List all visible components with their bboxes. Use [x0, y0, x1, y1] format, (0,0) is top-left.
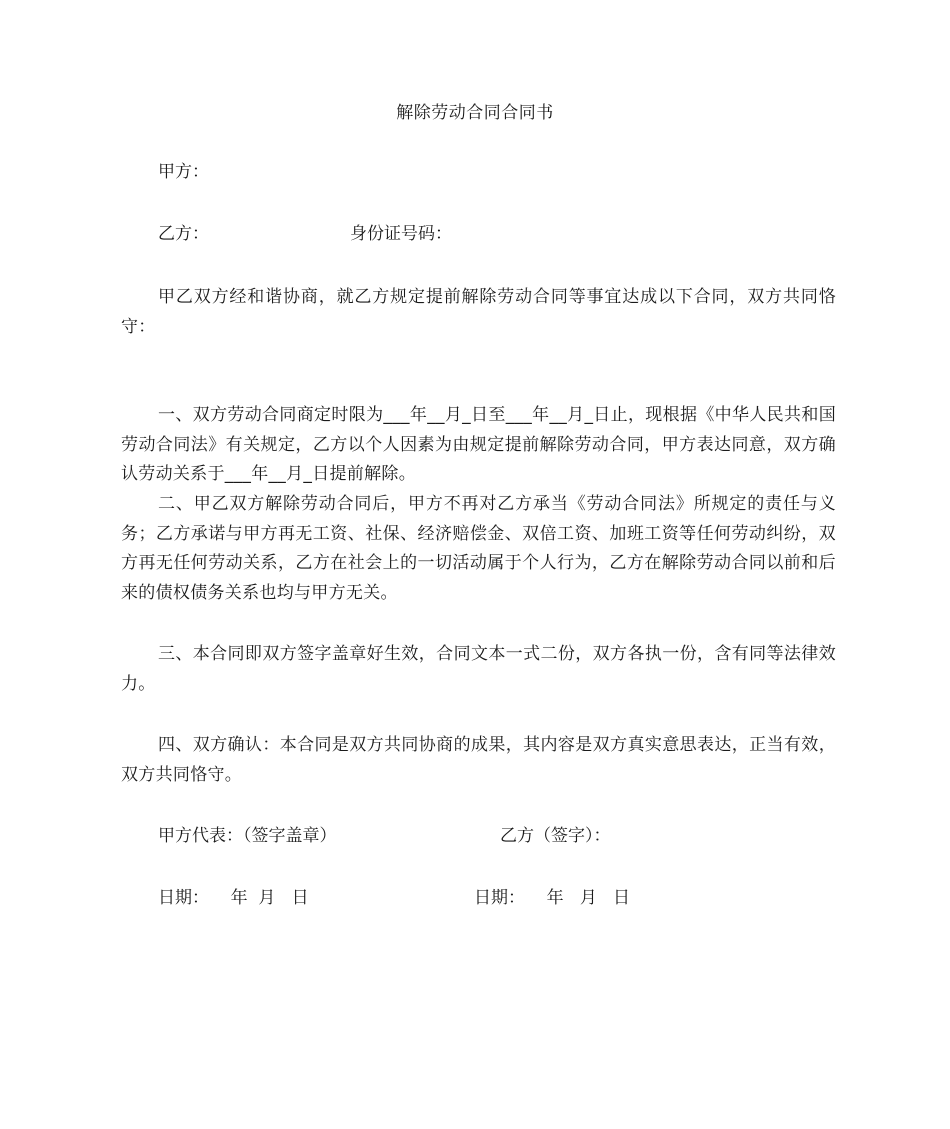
- party-a-representative-signature: 甲方代表：（签字盖章）: [158, 826, 337, 846]
- date-a: 日期： 年 月 日: [158, 888, 309, 908]
- party-b-label: 乙方：: [158, 224, 209, 244]
- clause-2: 二、甲乙双方解除劳动合同后，甲方不再对乙方承当《劳动合同法》所规定的责任与义务；乙方承诺与甲方再无工资、社保、经济赔偿金、双倍工资、加班工资等任何劳动纠纷，双方再无任何劳动关系，乙方在社会上的一切活动属于个人行为，乙方在解除劳动合同以前和后来的债权债务关系也均与甲方无关。: [121, 494, 836, 603]
- clause-1: 一、双方劳动合同商定时限为___年__月_日至___年__月_日止，现根据《中华人民共和国劳动合同法》有关规定，乙方以个人因素为由规定提前解除劳动合同，甲方表达同意，双方确认劳动关系于___年__月_日提前解除。: [121, 405, 836, 484]
- document-title: 解除劳动合同合同书: [396, 103, 554, 123]
- party-b-signature: 乙方（签字）：: [500, 826, 611, 846]
- preamble-paragraph: 甲乙双方经和谐协商，就乙方规定提前解除劳动合同等事宜达成以下合同，双方共同恪守：: [121, 287, 836, 337]
- clause-4: 四、双方确认：本合同是双方共同协商的成果，其内容是双方真实意思表达，正当有效，双方共同恪守。: [121, 735, 836, 785]
- party-a-label: 甲方：: [158, 162, 209, 182]
- clause-3: 三、本合同即双方签字盖章好生效，合同文本一式二份，双方各执一份，含有同等法律效力。: [121, 644, 836, 694]
- date-b: 日期： 年 月 日: [474, 888, 631, 908]
- id-number-label: 身份证号码：: [350, 224, 452, 244]
